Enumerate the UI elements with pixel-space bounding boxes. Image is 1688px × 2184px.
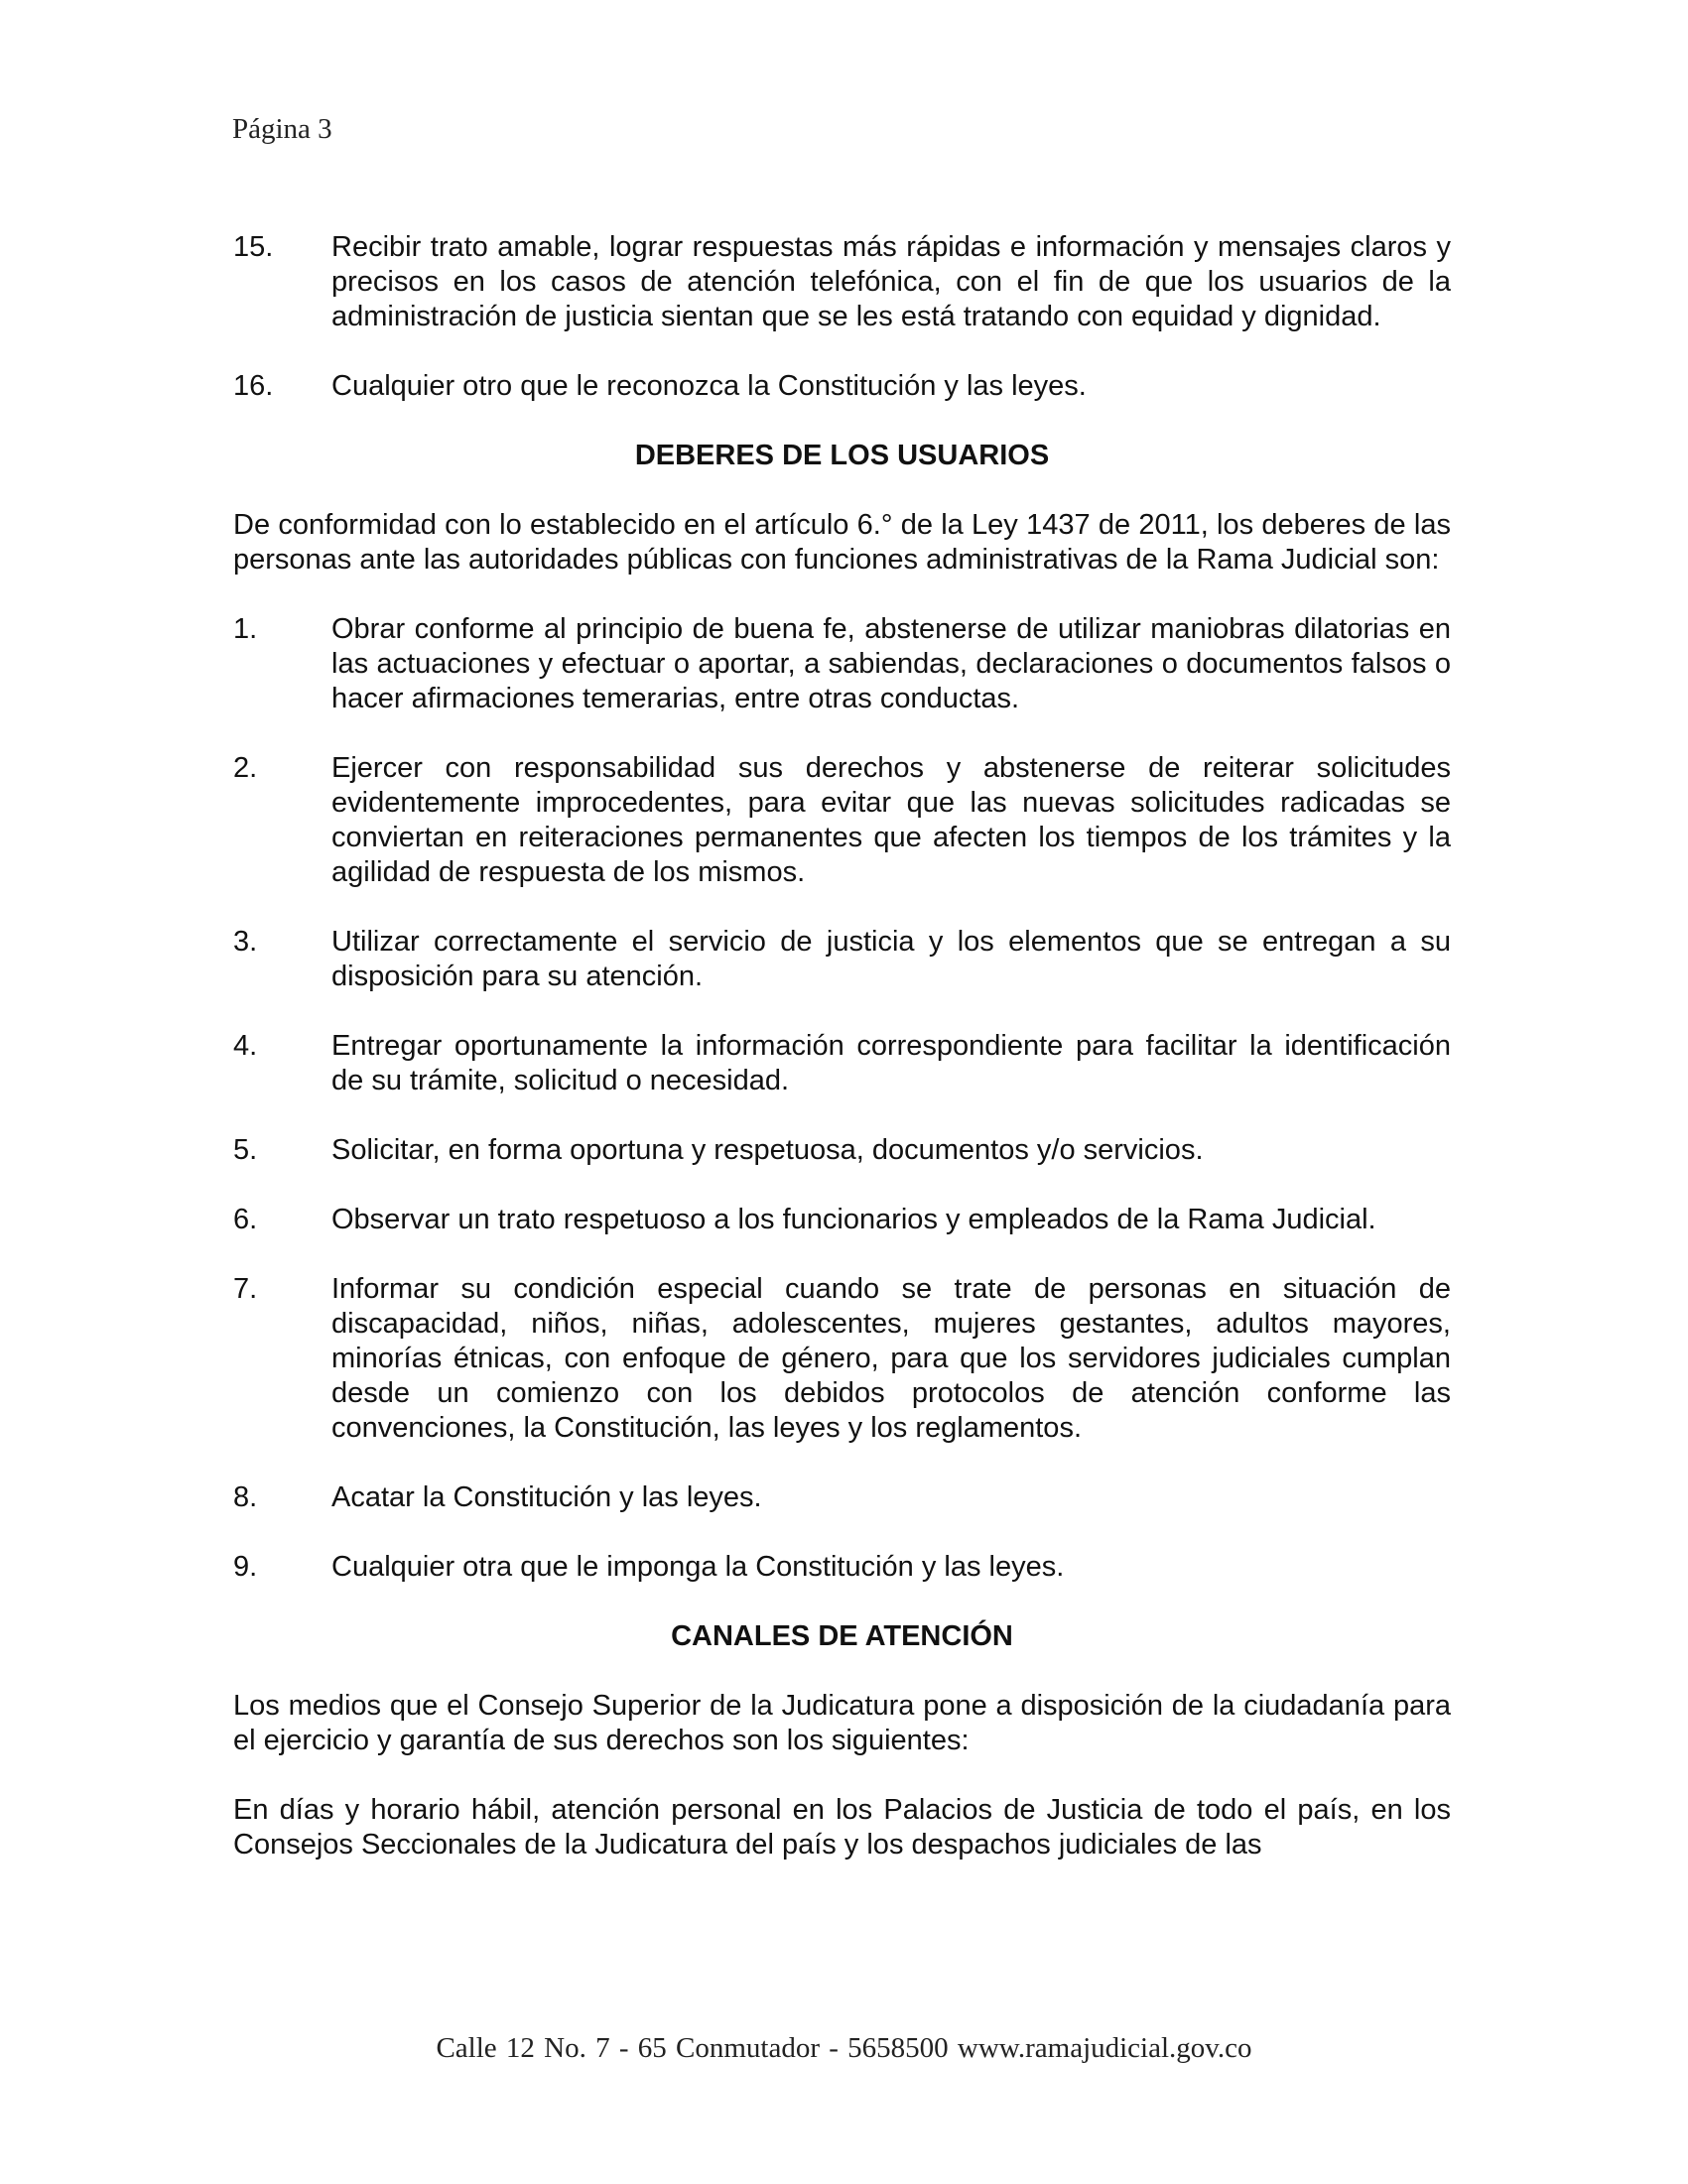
list-item-text: Solicitar, en forma oportuna y respetuosa, documentos y/o servicios. bbox=[331, 1134, 1204, 1166]
duties-intro-paragraph: De conformidad con lo establecido en el artículo 6.° de la Ley 1437 de 2011, los deberes de las personas ante las autoridades públicas con funciones administrativas de la Rama Judicial son: bbox=[233, 509, 1451, 576]
list-item-text: Cualquier otra que le imponga la Constitución y las leyes. bbox=[331, 1551, 1065, 1583]
list-item-number: 7. bbox=[233, 1273, 258, 1305]
list-item-text: Utilizar correctamente el servicio de justicia y los elementos que se entregan a su disposición para su atención. bbox=[331, 926, 1451, 992]
section-heading-duties: DEBERES DE LOS USUARIOS bbox=[634, 440, 1050, 471]
list-item bbox=[233, 1550, 1451, 1585]
list-item-text: Recibir trato amable, lograr respuestas más rápidas e información y mensajes claros y precisos en los casos de atención telefónica, con el fin de que los usuarios de la administración de justicia sientan que se les está tratando con equidad y dignidad. bbox=[331, 231, 1451, 332]
section-heading-channels: CANALES DE ATENCIÓN bbox=[671, 1620, 1013, 1652]
document-body bbox=[233, 230, 1451, 1897]
list-item bbox=[233, 369, 1451, 404]
page-footer-address: Calle 12 No. 7 - 65 Conmutador - 5658500 www.ramajudicial.gov.co bbox=[436, 2032, 1252, 2064]
list-item-text: Entregar oportunamente la información correspondiente para facilitar la identificación de su trámite, solicitud o necesidad. bbox=[331, 1030, 1451, 1096]
list-item bbox=[233, 1480, 1451, 1515]
list-item-text: Cualquier otro que le reconozca la Constitución y las leyes. bbox=[331, 370, 1087, 402]
list-item-number: 3. bbox=[233, 926, 258, 958]
list-item bbox=[233, 612, 1451, 716]
list-item-number: 1. bbox=[233, 613, 258, 645]
list-item-number: 4. bbox=[233, 1030, 258, 1062]
list-item-text: Obrar conforme al principio de buena fe, abstenerse de utilizar maniobras dilatorias en las actuaciones y efectuar o aportar, a sabiendas, declaraciones o documentos falsos o hacer afirmaciones temerarias, entre otras conductas. bbox=[331, 613, 1451, 714]
list-item bbox=[233, 751, 1451, 890]
channels-intro-paragraph: Los medios que el Consejo Superior de la Judicatura pone a disposición de la ciudadanía para el ejercicio y garantía de sus derechos son los siguientes: bbox=[233, 1690, 1451, 1756]
list-item-number: 2. bbox=[233, 752, 258, 784]
channels-paragraph: En días y horario hábil, atención personal en los Palacios de Justicia de todo el país, en los Consejos Seccionales de la Judicatura del país y los despachos judiciales de las bbox=[233, 1794, 1451, 1861]
page-number-label: Página 3 bbox=[232, 113, 332, 145]
list-item-number: 6. bbox=[233, 1204, 258, 1235]
list-item-number: 15. bbox=[233, 231, 274, 263]
list-item-text: Ejercer con responsabilidad sus derechos y abstenerse de reiterar solicitudes evidentemente improcedentes, para evitar que las nuevas solicitudes radicadas se conviertan en reiteraciones permanentes que afecten los tiempos de los trámites y la agilidad de respuesta de los mismos. bbox=[331, 752, 1451, 888]
list-item bbox=[233, 1133, 1451, 1168]
list-item bbox=[233, 1272, 1451, 1446]
list-item-text: Observar un trato respetuoso a los funcionarios y empleados de la Rama Judicial. bbox=[331, 1204, 1376, 1235]
list-item bbox=[233, 230, 1451, 334]
list-item-number: 9. bbox=[233, 1551, 258, 1583]
list-item-number: 8. bbox=[233, 1481, 258, 1513]
list-item bbox=[233, 1203, 1451, 1237]
list-item-number: 16. bbox=[233, 370, 274, 402]
list-item bbox=[233, 1029, 1451, 1098]
list-item-text: Informar su condición especial cuando se trate de personas en situación de discapacidad, niños, niñas, adolescentes, mujeres gestantes, adultos mayores, minorías étnicas, con enfoque de género, para que los servidores judiciales cumplan desde un comienzo con los debidos protocolos de atención conforme las convenciones, la Constitución, las leyes y los reglamentos. bbox=[331, 1273, 1451, 1444]
list-item-text: Acatar la Constitución y las leyes. bbox=[331, 1481, 762, 1513]
list-item-number: 5. bbox=[233, 1134, 258, 1166]
list-item bbox=[233, 925, 1451, 994]
